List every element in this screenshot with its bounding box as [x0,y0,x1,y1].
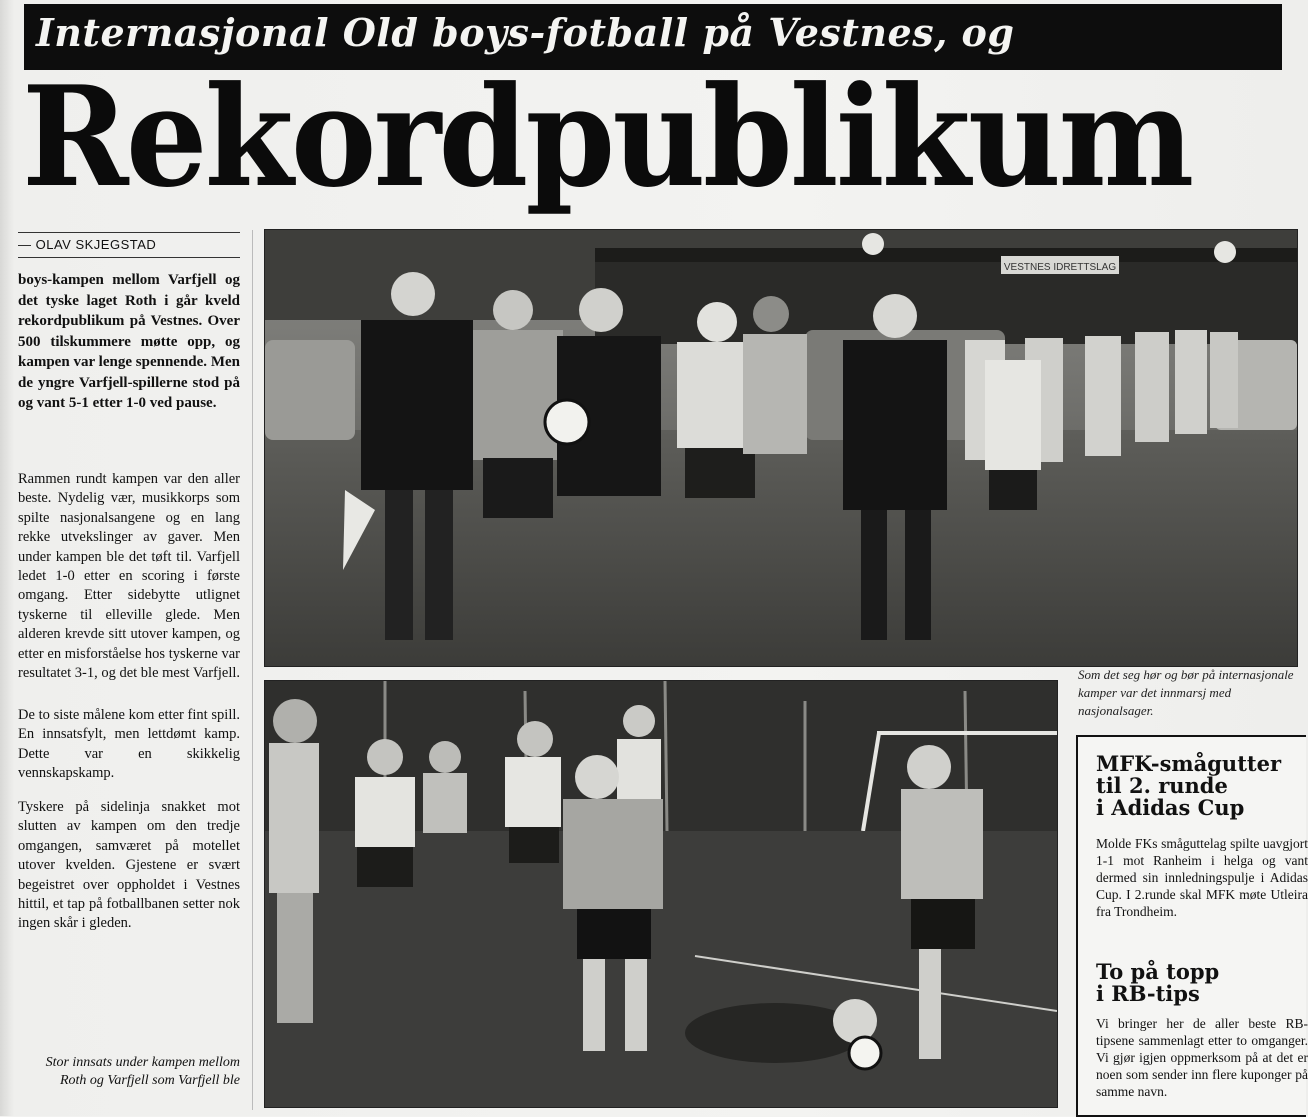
headline: Rekordpublikum [22,55,1192,218]
sidebar-box [1076,735,1306,1117]
byline: — OLAV SKJEGSTAD [18,232,240,258]
sidebar-body-1: Molde FKs småguttelag spilte uavgjort 1-1 mot Ranheim i helga og vant dermed sin innledningspulje i Adidas Cup. I 2.runde skal MFK møte Utleira fra Trondheim. [1096,836,1308,919]
sidebar-headline-1-line-1: MFK-smågutter [1096,751,1282,776]
sidebar-headline-1-line-3: i Adidas Cup [1096,795,1245,820]
article-paragraph-4 [18,798,240,934]
sidebar-body-2: Vi bringer her de aller beste RB-tipsene sammenlagt etter to omganger. Vi gjør igjen oppmerksom på at det er noen som sender inn flere kuponger på samme navn. [1096,1016,1308,1099]
photo1-caption: Som det seg hør og bør på internasjonale kamper var det innmarsj med nasjonalsager. [1078,667,1294,718]
article-paragraph-3 [18,706,240,784]
article-lede-text: boys-kampen mellom Varfjell og det tyske laget Roth i går kveld rekordpublikum på Vestnes. Over 500 tilskummere møtte opp, og kampen var lenge spennende. Men de yngre Varfjell-spillerne stod på og vant 5-1 etter 1-0 ved pause. [18,272,240,411]
sidebar-headline-1 [1096,753,1281,819]
stadium-sign-text: VESTNES IDRETTSLAG [1003,262,1117,273]
kicker-text: Internasjonal Old boys-fotball på Vestnes, og [36,10,1015,55]
photo-match-action [264,680,1058,1108]
article-lede [18,270,240,414]
photo-team-march [264,229,1298,667]
sidebar-headline-2-line-1: To på topp [1096,959,1220,984]
article-paragraph-2-text: Rammen rundt kampen var den aller beste. Nydelig vær, musikkorps som spilte nasjonalsangene og en lang rekke utvekslinger av gaver. Men under kampen ble det tøft til. Varfjell ledet 1-0 etter en scoring i første omgang. Etter sidebytte utlignet tyskerne til elleville glede. Men alderen krevde sitt utover kampen, og etter en misforståelse hos tyskerne var resultatet 3-1, og det ble mest Varfjell. [18,471,241,682]
photo-match-action-image [265,681,1057,1107]
photo-team-march-image [265,230,1297,666]
photo2-caption: Stor innsats under kampen mellom Roth og Varfjell som Varfjell ble [45,1055,240,1088]
sidebar-headline-1-line-2: til 2. runde [1096,773,1228,798]
article-paragraph-3-text: De to siste målene kom etter fint spill. En innsatsfylt, men lettdømt kamp. Dette var en skikkelig vennskapskamp. [18,707,240,782]
article-paragraph-2 [18,470,240,683]
article-paragraph-4-text: Tyskere på sidelinja snakket mot slutten av kampen om den tredje omgangen, samværet på motellet utover kvelden. Gjestene er svært begeistret over oppholdet i Vestnes hittil, et tap på fotballbanen setter nok ingen skår i gleden. [18,799,240,932]
column-divider [252,230,253,1110]
sidebar-headline-2-line-2: i RB-tips [1096,981,1200,1006]
sidebar-headline-2 [1096,961,1219,1005]
